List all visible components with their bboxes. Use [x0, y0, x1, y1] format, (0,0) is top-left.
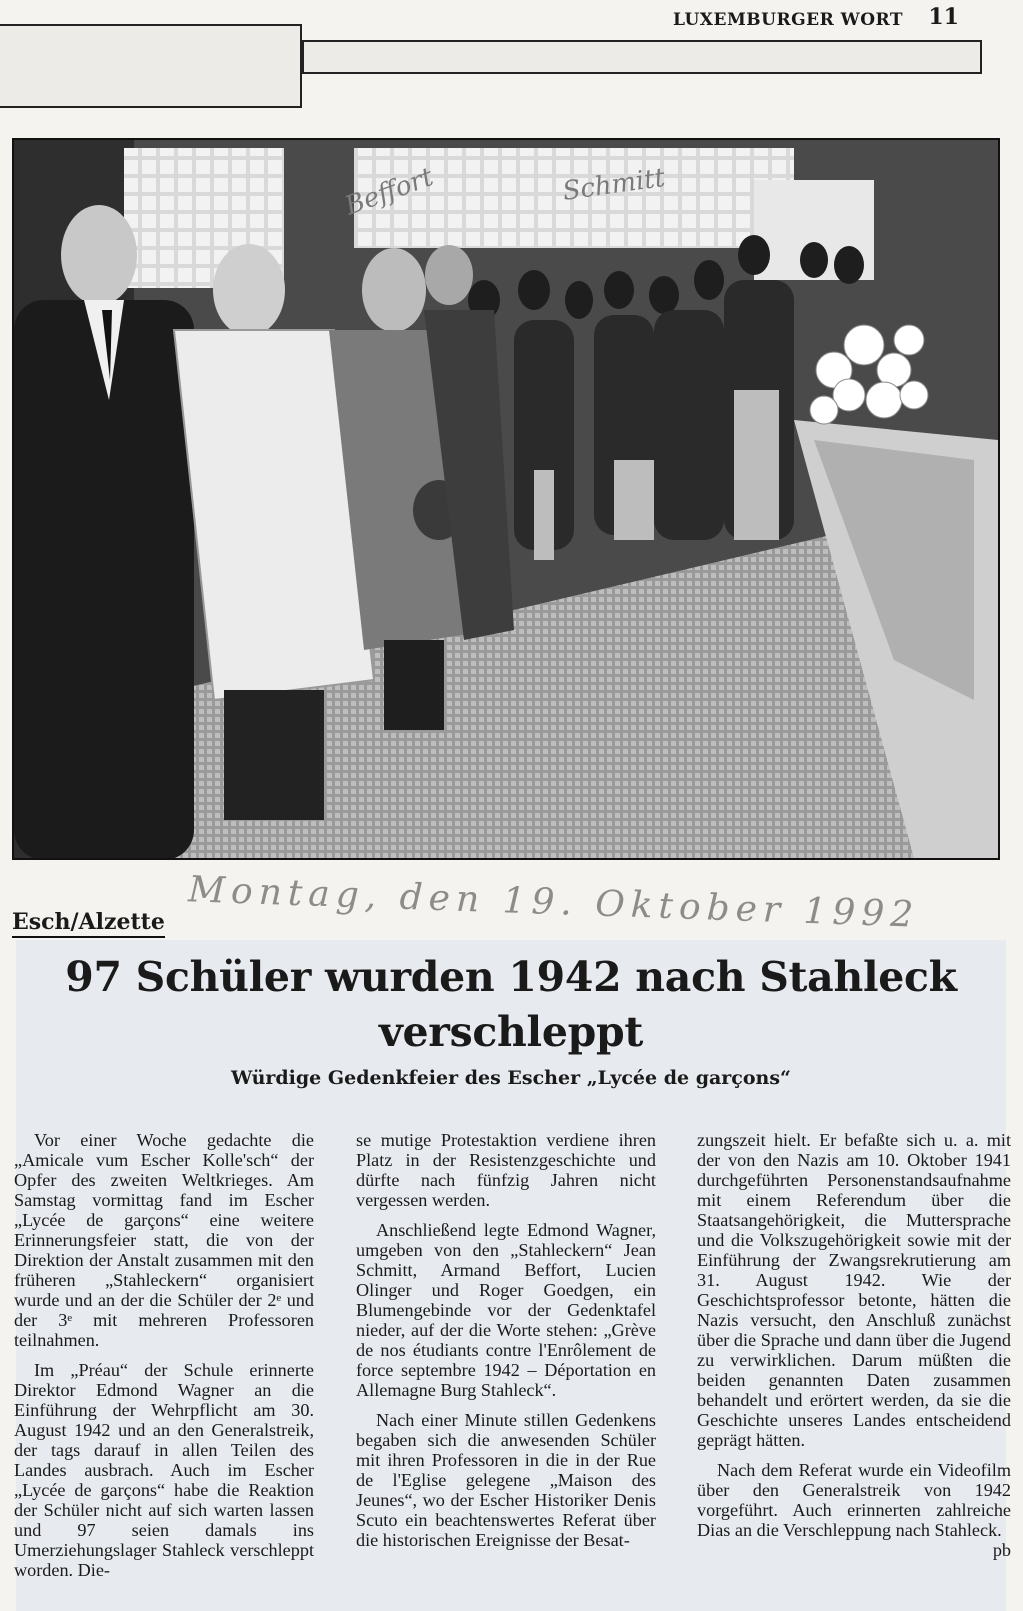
- news-photo: [12, 138, 1000, 860]
- header-rule-box: [0, 24, 302, 108]
- handwritten-name-1: Beffort: [341, 162, 438, 222]
- paragraph: se mutige Protestaktion verdiene ihren Platz in der Resistenzgeschichte und dürfte nach fünfzig Jahren nicht vergessen werden.: [356, 1130, 656, 1210]
- article-column-3: [697, 1130, 1011, 1560]
- paragraph: [697, 1460, 1011, 1560]
- headline: [16, 950, 1006, 1060]
- handwritten-name-2: Schmitt: [560, 162, 667, 207]
- photo-illustration: [14, 140, 998, 858]
- subheadline: Würdige Gedenkfeier des Escher „Lycée de garçons“: [231, 1067, 791, 1089]
- paragraph: Vor einer Woche gedachte die „Amicale vum Escher Kolle'sch“ der Opfer des zweiten Weltkrieges. Am Samstag vormittag fand im Escher „Lycée de garçons“ eine weitere Erinnerungsfeier statt, die von der Direktion der Anstalt zusammen mit den früheren „Stahleckern“ organisiert wurde und an der die Schüler der 2ᵉ und der 3ᵉ mit mehreren Professoren teilnahmen.: [14, 1130, 314, 1350]
- headline-line-2: verschleppt: [378, 1008, 643, 1056]
- section-label: Esch/Alzette: [12, 909, 165, 938]
- byline: pb: [992, 1540, 1011, 1560]
- page-number: 11: [928, 4, 959, 30]
- headline-line-1: 97 Schüler wurden 1942 nach Stahleck: [65, 953, 957, 1001]
- paragraph: zungszeit hielt. Er befaßte sich u. a. mit der von den Nazis am 10. Oktober 1941 durchgeführten Personenstandsaufnahme mit einem Referendum über die Staatsangehörigkeit, die Muttersprache und die Volkszugehörigkeit sowie mit der Einführung der Zwangsrekrutierung am 31. August 1942. Wie der Geschichtsprofessor betonte, hätten die Nazis versucht, den Anschluß zunächst über die Sprache und dann über die Jugend zu verwirklichen. Darum müßten die beiden genannten Daten zusammen behandelt und erörtert werden, da sie die Geschichte unseres Landes entscheidend geprägt hätten.: [697, 1130, 1011, 1450]
- header-rule-bar: [302, 40, 982, 74]
- paragraph: Im „Préau“ der Schule erinnerte Direktor Edmond Wagner an die Einführung der Wehrpflicht am 30. August 1942 und an den Generalstreik, der tags darauf in allen Teilen des Landes ausbrach. Auch im Escher „Lycée de garçons“ habe die Reaktion der Schüler nicht auf sich warten lassen und 97 seien damals ins Umerziehungslager Stahleck verschleppt worden. Die-: [14, 1360, 314, 1580]
- paragraph-text: Nach dem Referat wurde ein Videofilm über den Generalstreik von 1942 vorgeführt. Auch erinnerten zahlreiche Dias an die Verschleppung nach Stahleck.: [697, 1460, 1011, 1540]
- paragraph: Anschließend legte Edmond Wagner, umgeben von den „Stahleckern“ Jean Schmitt, Armand Beffort, Lucien Olinger und Roger Goedgen, ein Blumengebinde vor der Gedenktafel nieder, auf der die Worte stehen: „Grève de nos étudiants contre l'Enrôlement de force septembre 1942 – Déportation en Allemagne Burg Stahleck“.: [356, 1220, 656, 1400]
- article-column-2: [356, 1130, 656, 1550]
- paragraph: Nach einer Minute stillen Gedenkens begaben sich die anwesenden Schüler mit ihren Professoren in die in der Rue de l'Eglise gelegene „Maison des Jeunes“, wo der Escher Historiker Denis Scuto ein beachtenswertes Referat über die historischen Ereignisse der Besat-: [356, 1410, 656, 1550]
- handwritten-date: Montag, den 19. Oktober 1992: [187, 869, 920, 936]
- newspaper-name: LUXEMBURGER WORT: [672, 10, 903, 30]
- article-column-1: [14, 1130, 314, 1580]
